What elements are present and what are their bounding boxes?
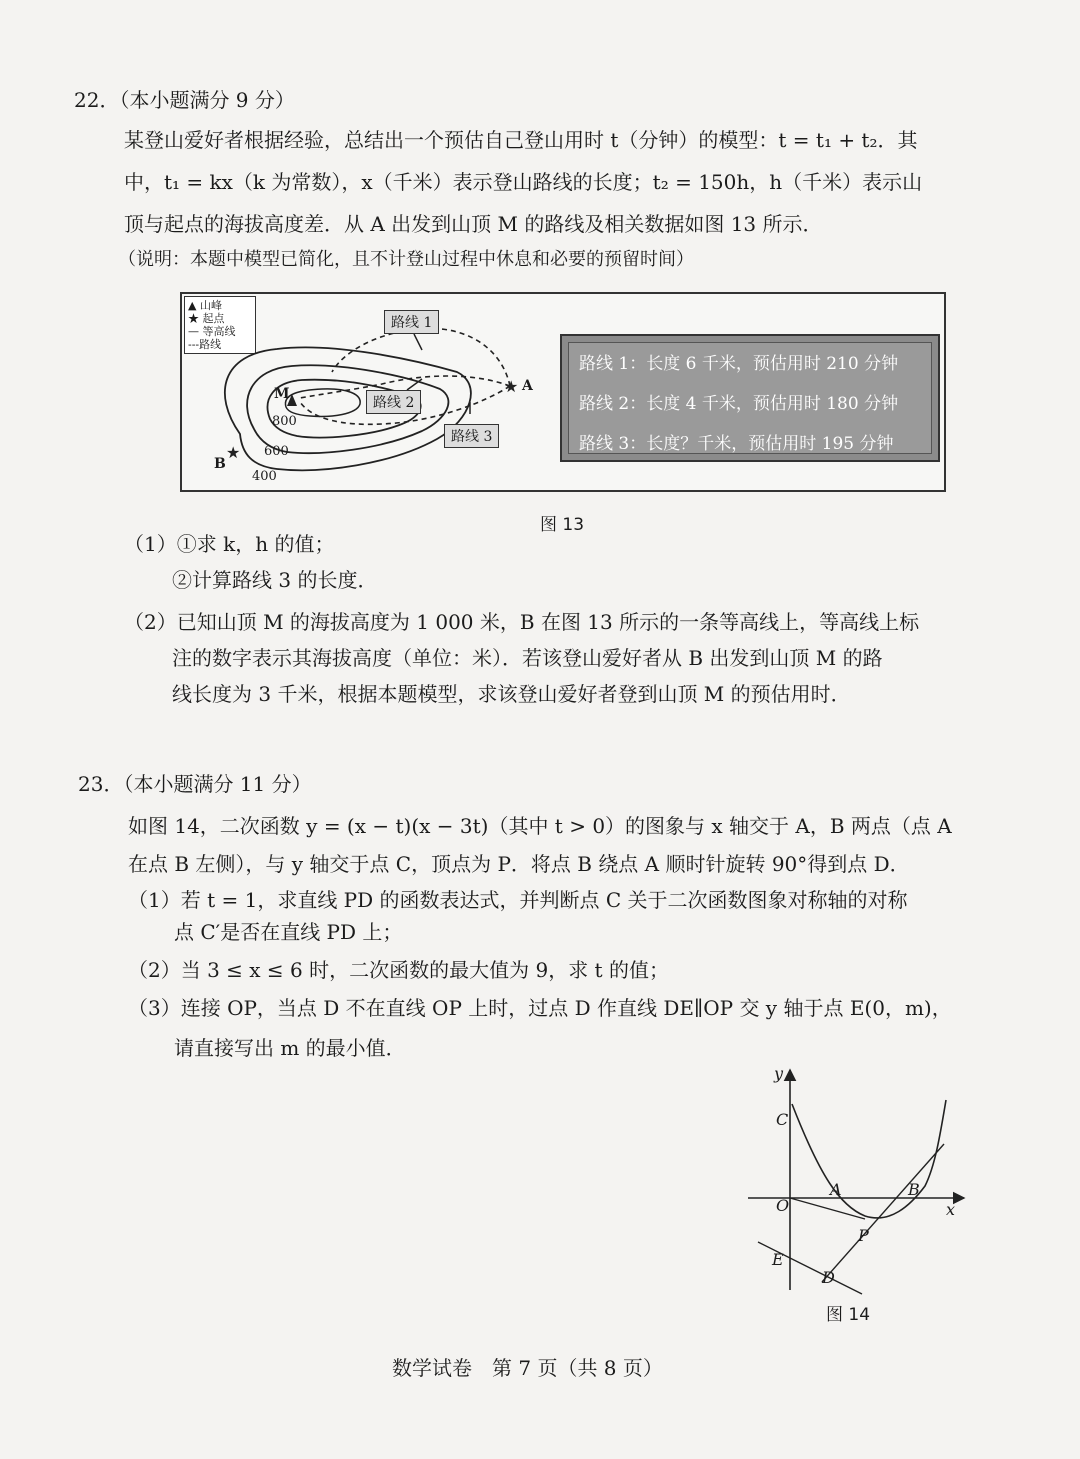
- q23-para-line-1: 如图 14，二次函数 y = (x − t)(x − 3t)（其中 t > 0）的图象与 x 轴交于 A，B 两点（点 A: [128, 814, 952, 838]
- label-e: E: [772, 1250, 784, 1269]
- q23-sub1-line-2: 点 C′是否在直线 PD 上；: [174, 920, 403, 944]
- route-3-info: 路线 3：长度？千米，预估用时 195 分钟: [579, 434, 894, 454]
- q23-para-line-2: 在点 B 左侧），与 y 轴交于点 C，顶点为 P．将点 B 绕点 A 顺时针旋转 90°得到点 D．: [128, 852, 910, 876]
- q22-header: 22．（本小题满分 9 分）: [74, 88, 295, 112]
- q23-sub3-line-2: 请直接写出 m 的最小值．: [174, 1036, 406, 1060]
- start-star-a: ★: [504, 377, 519, 396]
- label-x: x: [946, 1200, 956, 1219]
- label-p: P: [858, 1226, 869, 1245]
- contour-label-400: 400: [252, 469, 277, 484]
- q22-para-line-3: 顶与起点的海拔高度差．从 A 出发到山顶 M 的路线及相关数据如图 13 所示．: [124, 212, 823, 236]
- contour-inner: [285, 389, 360, 417]
- route-1-info: 路线 1：长度 6 千米，预估用时 210 分钟: [579, 354, 899, 374]
- label-y: y: [774, 1064, 784, 1083]
- point-b-label: B: [214, 456, 226, 472]
- point-m-label: M: [274, 386, 290, 402]
- label-d: D: [822, 1268, 835, 1287]
- route-1-tag: 路线 1: [384, 310, 439, 334]
- figure-13: [180, 292, 946, 492]
- q23-sub2: （2）当 3 ≤ x ≤ 6 时，二次函数的最大值为 9，求 t 的值；: [128, 958, 669, 982]
- route-2-info: 路线 2：长度 4 千米，预估用时 180 分钟: [579, 394, 899, 414]
- q23-sub1-line-1: （1）若 t = 1，求直线 PD 的函数表达式，并判断点 C 关于二次函数图象对称轴的对称: [128, 888, 908, 912]
- q22-sub2-line-3: 线长度为 3 千米，根据本题模型，求该登山爱好者登到山顶 M 的预估用时．: [172, 682, 851, 706]
- legend-peak: ▲ 山峰: [188, 299, 222, 312]
- parabola: [792, 1100, 946, 1218]
- label-a: A: [830, 1180, 842, 1199]
- q23-header: 23．（本小题满分 11 分）: [78, 772, 312, 796]
- legend-route: ---路线: [188, 338, 222, 351]
- label-c: C: [776, 1110, 789, 1129]
- start-star-b: ★: [226, 443, 241, 462]
- q22-sub1-line-2: ②计算路线 3 的长度．: [172, 568, 378, 592]
- label-b: B: [908, 1180, 920, 1199]
- label-o: O: [776, 1196, 790, 1215]
- q23-sub3-line-1: （3）连接 OP，当点 D 不在直线 OP 上时，过点 D 作直线 DE∥OP 交 y 轴于点 E(0，m)，: [128, 996, 952, 1020]
- line-pd: [822, 1144, 944, 1282]
- q22-para-line-1: 某登山爱好者根据经验，总结出一个预估自己登山用时 t（分钟）的模型：t = t₁ + t₂．其: [124, 128, 918, 152]
- point-a-label: A: [522, 378, 533, 394]
- contour-400: [225, 347, 471, 470]
- q22-sub1-line-1: （1）①求 k，h 的值；: [124, 532, 335, 556]
- page-footer: 数学试卷 第 7 页（共 8 页）: [392, 1356, 663, 1380]
- q22-sub2-line-1: （2）已知山顶 M 的海拔高度为 1 000 米，B 在图 13 所示的一条等高线上，等高线上标: [124, 610, 920, 634]
- legend-contour: — 等高线: [188, 325, 236, 338]
- route-1-pointer: [414, 334, 422, 350]
- q22-para-line-2: 中，t₁ = kx（k 为常数），x（千米）表示登山路线的长度；t₂ = 150h，h（千米）表示山: [124, 170, 923, 194]
- route-3-tag: 路线 3: [444, 424, 499, 448]
- figure-14-caption: 图 14: [826, 1305, 871, 1325]
- route-2-tag: 路线 2: [366, 390, 421, 414]
- contour-label-600: 600: [264, 444, 289, 459]
- figure-13-caption: 图 13: [540, 515, 585, 535]
- q22-note: （说明：本题中模型已简化，且不计登山过程中休息和必要的预留时间）: [118, 249, 694, 270]
- line-op: [790, 1198, 865, 1219]
- legend-start: ★ 起点: [188, 312, 225, 325]
- contour-label-800: 800: [272, 414, 297, 429]
- route-info-panel: [560, 334, 940, 462]
- q22-sub2-line-2: 注的数字表示其海拔高度（单位：米）．若该登山爱好者从 B 出发到山顶 M 的路: [172, 646, 883, 670]
